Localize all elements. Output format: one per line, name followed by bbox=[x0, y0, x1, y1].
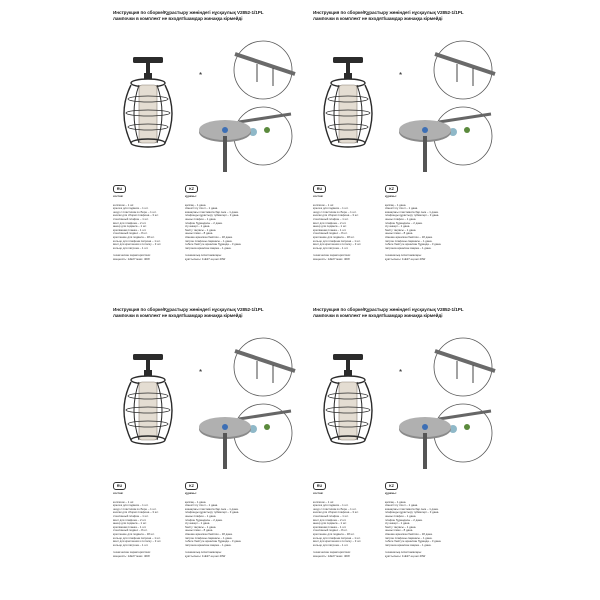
ru-heading: состав: bbox=[313, 491, 324, 495]
ru-badge: RU bbox=[313, 185, 326, 193]
ru-spec-value: мощность: 1xE27 макс. 40W bbox=[113, 553, 150, 558]
lamp-illustration bbox=[313, 352, 383, 452]
ru-item: крепление для подвеса – 18 шт. bbox=[113, 234, 155, 239]
ru-item: стеклянный подвес – 8 шт. bbox=[313, 528, 348, 533]
kz-item: патронға арналған сақина – 1 дана. bbox=[385, 542, 432, 547]
kazakh-section bbox=[185, 185, 275, 262]
ru-item: кольцо для плафона патрона – 1 шт. bbox=[113, 238, 161, 243]
ru-item: кольцо для патрона – 1 шт. bbox=[113, 245, 149, 250]
kz-item: жинақтағы пластмасса бар сым – 1 дана. bbox=[185, 209, 239, 214]
ru-item: шнур с пластиком в сборе – 1 шт. bbox=[113, 506, 157, 511]
ru-item: кольцо для патрона – 1 шт. bbox=[313, 542, 349, 547]
kz-item: патронға арналған сақина – 1 дана. bbox=[385, 245, 432, 250]
ru-item: крючок для подвеса – 1 шт. bbox=[113, 503, 149, 508]
ru-heading: состав: bbox=[313, 194, 324, 198]
kz-item: плафон бұрандасы – 2 дана. bbox=[185, 517, 223, 522]
kz-item: ілу анкері – 1 дана. bbox=[185, 224, 211, 229]
kz-heading: құрамы: bbox=[385, 491, 397, 495]
kz-item: шыны плафон – 1 дана. bbox=[185, 513, 217, 518]
kz-item: патронға арналған сақина – 1 дана. bbox=[185, 245, 232, 250]
ru-item: стеклянный подвес – 8 шт. bbox=[313, 231, 348, 236]
ru-spec-heading: технические характеристики: bbox=[313, 253, 351, 258]
kz-spec-heading: техникалық сипаттамалары: bbox=[185, 253, 222, 258]
kz-item: ілмекке арналған бекіткіш – 18 дана. bbox=[385, 234, 433, 239]
kz-item: шыны ілмек – 8 дана. bbox=[185, 528, 214, 533]
kz-spec-value: қуаттылығы: 1xE27 ең көп 40W bbox=[185, 256, 226, 261]
ru-item: кольцо для плафона патрона – 1 шт. bbox=[313, 238, 361, 243]
kz-badge: KZ bbox=[385, 185, 398, 193]
ru-item: крючок для подвеса – 1 шт. bbox=[313, 206, 349, 211]
kz-item: ілмекті ілу ілгегі – 1 дана. bbox=[185, 503, 219, 508]
title-line-1: Инструкция по сборке/Құрастыру жөніндегі нұсқаулық V2852-1/1PL bbox=[313, 307, 464, 312]
ru-item: стеклянный подвес – 8 шт. bbox=[113, 231, 148, 236]
ru-spec-value: мощность: 1xE27 макс. 40W bbox=[313, 256, 350, 261]
assembly-diagram bbox=[395, 40, 525, 180]
ru-item: крепёжная планка – 1 шт. bbox=[313, 227, 347, 232]
ru-item: крючок для подвеса – 1 шт. bbox=[113, 206, 149, 211]
kz-item: ілмекке арналған бекіткіш – 18 дана. bbox=[185, 234, 233, 239]
kz-item: қалпақ – 1 дана. bbox=[185, 202, 207, 207]
kz-spec-heading: техникалық сипаттамалары: bbox=[385, 550, 422, 555]
ru-spec-heading: технические характеристики: bbox=[113, 253, 151, 258]
ru-item: шнур с пластиком в сборе – 1 шт. bbox=[313, 506, 357, 511]
svg-text:*: * bbox=[199, 71, 203, 80]
kz-item: ілу анкері – 1 дана. bbox=[385, 224, 411, 229]
ru-item: анкер для подвеса – 1 шт. bbox=[113, 521, 147, 526]
ru-item: винт для крепления к потолку – 3 шт. bbox=[113, 539, 162, 544]
kz-item: жинақтағы пластмасса бар сым – 1 дана. bbox=[385, 209, 439, 214]
ru-item: стеклянный плафон – 1 шт. bbox=[313, 513, 349, 518]
kz-item: патронға арналған сақина – 1 дана. bbox=[185, 542, 232, 547]
lamp-illustration bbox=[113, 352, 183, 452]
kz-item: шыны ілмек – 8 дана. bbox=[385, 231, 414, 236]
kz-item: ілу анкері – 1 дана. bbox=[185, 521, 211, 526]
kz-item: плафонды құрастыру түймелері – 3 дана. bbox=[385, 213, 440, 218]
kz-item: плафонды құрастыру түймелері – 3 дана. bbox=[185, 510, 240, 515]
kz-item: ілмекті ілу ілгегі – 1 дана. bbox=[385, 206, 419, 211]
ru-badge: RU bbox=[113, 185, 126, 193]
ru-item: винт для крепления к потолку – 3 шт. bbox=[313, 539, 362, 544]
kz-item: төбеге бекітуге арналған бұранда – 3 дана. bbox=[385, 242, 442, 247]
ru-item: колпачок – 1 шт. bbox=[113, 499, 135, 504]
ru-badge: RU bbox=[113, 482, 126, 490]
ru-heading: состав: bbox=[113, 194, 124, 198]
instruction-title bbox=[113, 307, 323, 319]
ru-item: винт для крепления к потолку – 3 шт. bbox=[313, 242, 362, 247]
kz-item: ілу анкері – 1 дана. bbox=[385, 521, 411, 526]
ru-item: кольцо для плафона патрона – 1 шт. bbox=[113, 535, 161, 540]
ru-item: анкер для подвеса – 1 шт. bbox=[313, 224, 347, 229]
kz-item: шыны плафон – 1 дана. bbox=[185, 216, 217, 221]
ru-item: винт для крепления к потолку – 3 шт. bbox=[113, 242, 162, 247]
ru-item: стеклянный плафон – 1 шт. bbox=[313, 216, 349, 221]
ru-item: кнопки для сборки плафона – 3 шт. bbox=[313, 510, 359, 515]
title-line-1: Инструкция по сборке/Құрастыру жөніндегі нұсқаулық V2852-1/1PL bbox=[313, 10, 464, 15]
kz-item: ілмекті ілу ілгегі – 1 дана. bbox=[185, 206, 219, 211]
ru-item: кнопки для сборки плафона – 3 шт. bbox=[113, 510, 159, 515]
ru-item: крепление для подвеса – 18 шт. bbox=[313, 234, 355, 239]
kz-item: патрон плафоны сақинасы – 1 дана. bbox=[385, 535, 433, 540]
ru-item: кольцо для плафона патрона – 1 шт. bbox=[313, 535, 361, 540]
kz-item: қалпақ – 1 дана. bbox=[385, 202, 407, 207]
assembly-diagram bbox=[395, 337, 525, 477]
ru-item: кнопки для сборки плафона – 3 шт. bbox=[313, 213, 359, 218]
ru-item: винт для плафона – 2 шт. bbox=[113, 220, 147, 225]
assembly-diagram bbox=[195, 40, 325, 180]
kazakh-section bbox=[385, 185, 475, 262]
ru-item: винт для плафона – 2 шт. bbox=[113, 517, 147, 522]
ru-item: шнур с пластиком в сборе – 1 шт. bbox=[113, 209, 157, 214]
title-line-2: лампочки в комплект не входят/шамдар жинаққа кірмейді bbox=[313, 313, 443, 318]
ru-item: колпачок – 1 шт. bbox=[313, 499, 335, 504]
kz-item: патрон плафоны сақинасы – 1 дана. bbox=[185, 238, 233, 243]
ru-item: крепление для подвеса – 18 шт. bbox=[313, 531, 355, 536]
kz-item: қалпақ – 1 дана. bbox=[185, 499, 207, 504]
ru-item: крепёжная планка – 1 шт. bbox=[113, 524, 147, 529]
ru-item: колпачок – 1 шт. bbox=[313, 202, 335, 207]
lamp-illustration bbox=[313, 55, 383, 155]
ru-item: крепёжная планка – 1 шт. bbox=[313, 524, 347, 529]
ru-spec-heading: технические характеристики: bbox=[113, 550, 151, 555]
ru-item: стеклянный плафон – 1 шт. bbox=[113, 513, 149, 518]
instruction-panel bbox=[313, 307, 523, 557]
svg-text:*: * bbox=[199, 368, 203, 377]
instruction-panel bbox=[113, 10, 323, 260]
ru-item: кольцо для патрона – 1 шт. bbox=[113, 542, 149, 547]
title-line-2: лампочки в комплект не входят/шамдар жинаққа кірмейді bbox=[113, 313, 243, 318]
ru-badge: RU bbox=[313, 482, 326, 490]
title-line-2: лампочки в комплект не входят/шамдар жинаққа кірмейді bbox=[113, 16, 243, 21]
kz-item: ілмекке арналған бекіткіш – 18 дана. bbox=[185, 531, 233, 536]
kz-badge: KZ bbox=[185, 482, 198, 490]
title-line-1: Инструкция по сборке/Құрастыру жөніндегі нұсқаулық V2852-1/1PL bbox=[113, 10, 264, 15]
kz-spec-heading: техникалық сипаттамалары: bbox=[385, 253, 422, 258]
ru-item: крепление для подвеса – 18 шт. bbox=[113, 531, 155, 536]
title-line-1: Инструкция по сборке/Құрастыру жөніндегі нұсқаулық V2852-1/1PL bbox=[113, 307, 264, 312]
kz-spec-value: қуаттылығы: 1xE27 ең көп 40W bbox=[385, 256, 426, 261]
kz-item: бекіту тақтасы – 1 дана. bbox=[185, 524, 217, 529]
kz-item: плафон бұрандасы – 2 дана. bbox=[385, 220, 423, 225]
lamp-illustration bbox=[113, 55, 183, 155]
kazakh-section bbox=[385, 482, 475, 559]
kz-item: плафонды құрастыру түймелері – 3 дана. bbox=[385, 510, 440, 515]
svg-text:*: * bbox=[399, 368, 403, 377]
instruction-title bbox=[313, 10, 523, 22]
kz-item: шыны ілмек – 8 дана. bbox=[185, 231, 214, 236]
kz-item: төбеге бекітуге арналған бұранда – 3 дана. bbox=[385, 539, 442, 544]
kz-spec-value: қуаттылығы: 1xE27 ең көп 40W bbox=[185, 553, 226, 558]
kazakh-section bbox=[185, 482, 275, 559]
kz-item: плафон бұрандасы – 2 дана. bbox=[385, 517, 423, 522]
kz-spec-value: қуаттылығы: 1xE27 ең көп 40W bbox=[385, 553, 426, 558]
kz-item: шыны ілмек – 8 дана. bbox=[385, 528, 414, 533]
kz-item: плафон бұрандасы – 2 дана. bbox=[185, 220, 223, 225]
kz-item: жинақтағы пластмасса бар сым – 1 дана. bbox=[185, 506, 239, 511]
ru-item: крючок для подвеса – 1 шт. bbox=[313, 503, 349, 508]
ru-item: кольцо для патрона – 1 шт. bbox=[313, 245, 349, 250]
kz-item: шыны плафон – 1 дана. bbox=[385, 513, 417, 518]
kz-item: шыны плафон – 1 дана. bbox=[385, 216, 417, 221]
kz-item: бекіту тақтасы – 1 дана. bbox=[185, 227, 217, 232]
kz-heading: құрамы: bbox=[385, 194, 397, 198]
assembly-diagram bbox=[195, 337, 325, 477]
kz-item: плафонды құрастыру түймелері – 3 дана. bbox=[185, 213, 240, 218]
ru-spec-value: мощность: 1xE27 макс. 40W bbox=[113, 256, 150, 261]
ru-item: кнопки для сборки плафона – 3 шт. bbox=[113, 213, 159, 218]
ru-item: колпачок – 1 шт. bbox=[113, 202, 135, 207]
kz-item: төбеге бекітуге арналған бұранда – 3 дана. bbox=[185, 539, 242, 544]
kz-item: патрон плафоны сақинасы – 1 дана. bbox=[185, 535, 233, 540]
kz-item: төбеге бекітуге арналған бұранда – 3 дана. bbox=[185, 242, 242, 247]
ru-item: анкер для подвеса – 1 шт. bbox=[113, 224, 147, 229]
ru-item: стеклянный плафон – 1 шт. bbox=[113, 216, 149, 221]
kz-item: патрон плафоны сақинасы – 1 дана. bbox=[385, 238, 433, 243]
title-line-2: лампочки в комплект не входят/шамдар жинаққа кірмейді bbox=[313, 16, 443, 21]
svg-text:*: * bbox=[399, 71, 403, 80]
instruction-panel bbox=[313, 10, 523, 260]
kz-item: қалпақ – 1 дана. bbox=[385, 499, 407, 504]
ru-item: стеклянный подвес – 8 шт. bbox=[113, 528, 148, 533]
kz-spec-heading: техникалық сипаттамалары: bbox=[185, 550, 222, 555]
kz-item: бекіту тақтасы – 1 дана. bbox=[385, 227, 417, 232]
ru-item: крепёжная планка – 1 шт. bbox=[113, 227, 147, 232]
kz-item: ілмекке арналған бекіткіш – 18 дана. bbox=[385, 531, 433, 536]
ru-item: винт для плафона – 2 шт. bbox=[313, 517, 347, 522]
instruction-title bbox=[313, 307, 523, 319]
kz-item: жинақтағы пластмасса бар сым – 1 дана. bbox=[385, 506, 439, 511]
ru-item: анкер для подвеса – 1 шт. bbox=[313, 521, 347, 526]
kz-badge: KZ bbox=[185, 185, 198, 193]
instruction-title bbox=[113, 10, 323, 22]
ru-item: винт для плафона – 2 шт. bbox=[313, 220, 347, 225]
kz-badge: KZ bbox=[385, 482, 398, 490]
instruction-panel bbox=[113, 307, 323, 557]
ru-spec-heading: технические характеристики: bbox=[313, 550, 351, 555]
kz-item: ілмекті ілу ілгегі – 1 дана. bbox=[385, 503, 419, 508]
kz-item: бекіту тақтасы – 1 дана. bbox=[385, 524, 417, 529]
ru-heading: состав: bbox=[113, 491, 124, 495]
ru-item: шнур с пластиком в сборе – 1 шт. bbox=[313, 209, 357, 214]
kz-heading: құрамы: bbox=[185, 491, 197, 495]
kz-heading: құрамы: bbox=[185, 194, 197, 198]
ru-spec-value: мощность: 1xE27 макс. 40W bbox=[313, 553, 350, 558]
